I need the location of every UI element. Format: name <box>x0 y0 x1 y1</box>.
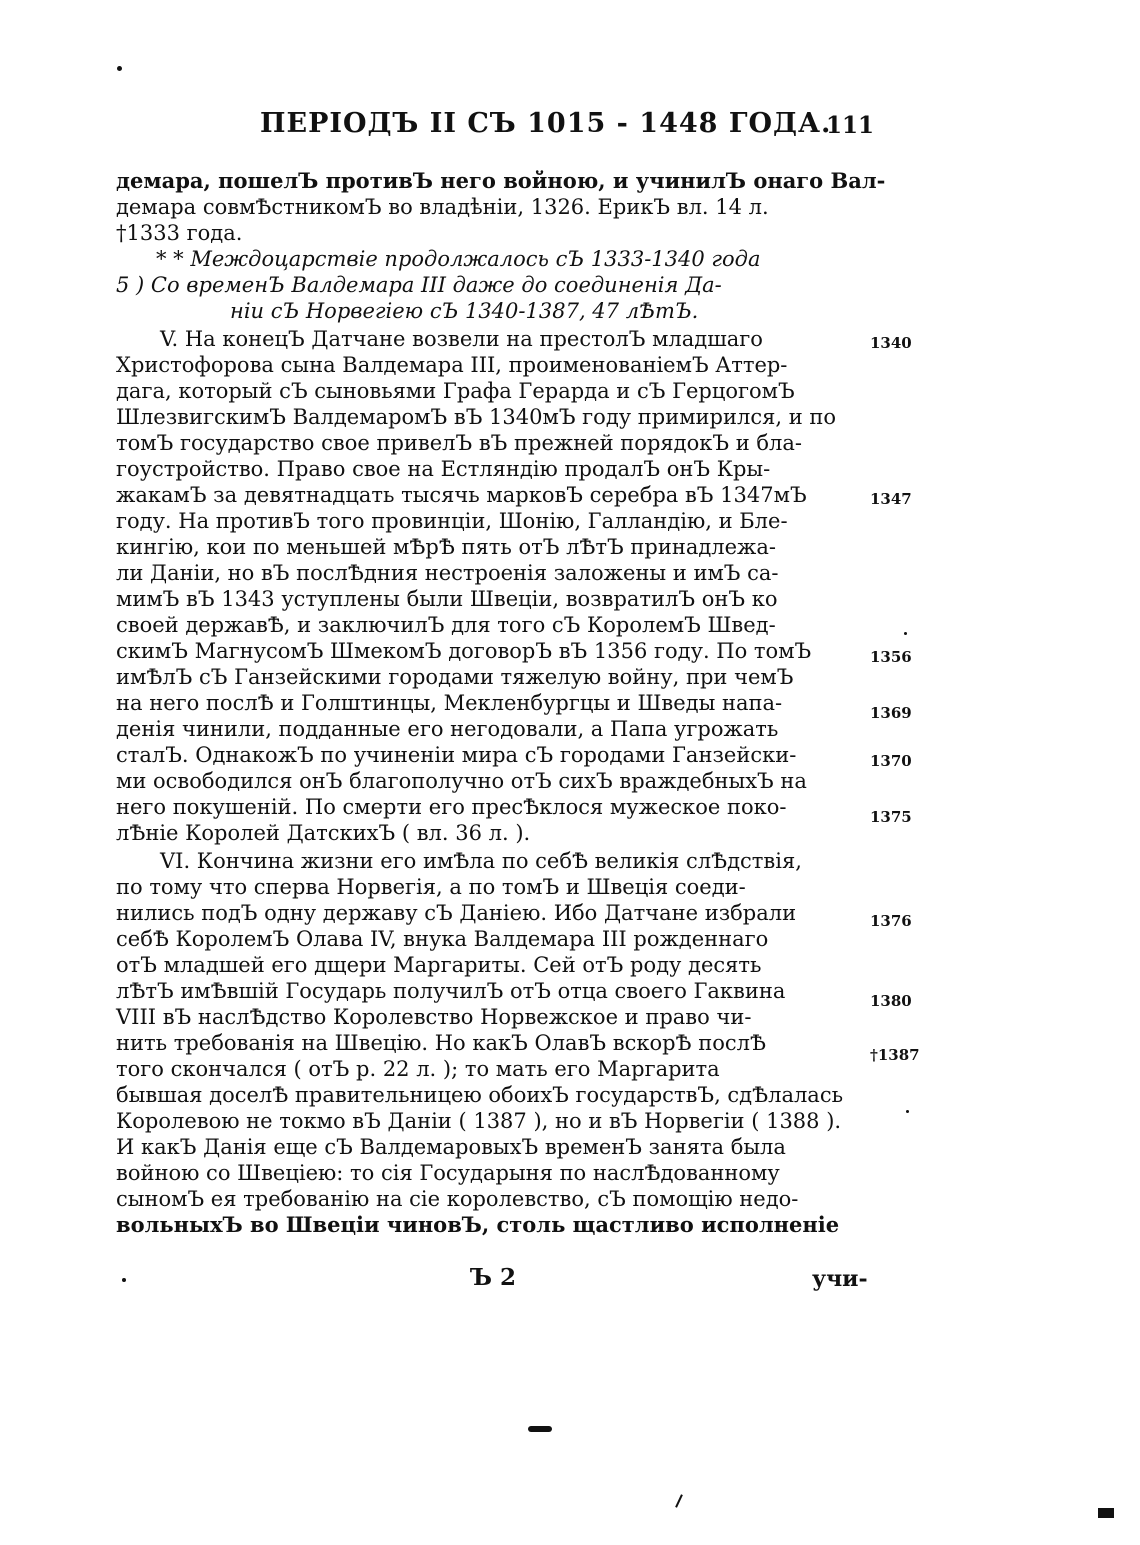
speck <box>906 1110 909 1113</box>
ink-blot <box>528 1426 552 1432</box>
text-line: демара совмѢстникомЪ во владѣніи, 1326. ЕрикЪ вл. 14 л. <box>116 195 769 219</box>
text-line: Королевою не токмо вЪ Даніи ( 1387 ), но и вЪ Норвегіи ( 1388 ). <box>116 1109 842 1133</box>
text-line: VIII вЪ наслѢдство Королевство Норвежское и право чи- <box>116 1005 752 1029</box>
margin-year: †1387 <box>870 1046 920 1064</box>
text-line: нились подЪ одну державу сЪ Даніею. Ибо Датчане избрали <box>116 901 797 925</box>
margin-year: 1347 <box>870 490 912 508</box>
text-line: мимЪ вЪ 1343 уступлены были Швеціи, возвратилЪ онЪ ко <box>116 587 778 611</box>
ink-speck <box>675 1494 683 1508</box>
margin-year: 1369 <box>870 704 912 722</box>
ink-blot <box>1098 1508 1114 1518</box>
text-line: него покушеній. По смерти его пресѢклося мужеское поко- <box>116 795 787 819</box>
text-line: по тому что сперва Норвегія, а по томЪ и Швеція соеди- <box>116 875 746 899</box>
text-line: денія чинили, подданные его негодовали, а Папа угрожать <box>116 717 779 741</box>
speck <box>122 1278 126 1282</box>
text-line: V. На конецЪ Датчане возвели на престолЪ младшаго <box>160 327 763 351</box>
text-line: лѢніе Королей ДатскихЪ ( вл. 36 л. ). <box>116 821 531 845</box>
text-line: гоустройство. Право свое на Естляндію продалЪ онЪ Кры- <box>116 457 771 481</box>
text-line: томЪ государство свое привелЪ вЪ прежней порядокЪ и бла- <box>116 431 802 455</box>
text-line: жакамЪ за девятнадцать тысячь марковЪ серебра вЪ 1347мЪ <box>116 483 807 507</box>
speck <box>117 66 122 71</box>
text-line: †1333 года. <box>116 221 243 245</box>
text-line: нить требованія на Швецію. Но какЪ ОлавЪ вскорѢ послѢ <box>116 1031 766 1055</box>
text-line: демара, пошелЪ противЪ него войною, и учинилЪ онаго Вал- <box>116 168 886 193</box>
margin-year: 1376 <box>870 912 912 930</box>
text-line: себѢ КоролемЪ Олава IV, внука Валдемара III рожденнаго <box>116 927 769 951</box>
speck <box>904 632 907 635</box>
section-heading: ніи сЪ Норвегіею сЪ 1340-1387, 47 лѢтЪ. <box>230 299 699 323</box>
text-line: на него послѢ и Голштинцы, Мекленбургцы и Шведы напа- <box>116 691 783 715</box>
page-number: 111 <box>826 112 875 139</box>
text-line: своей державѢ, и заключилЪ для того сЪ КоролемЪ Швед- <box>116 613 776 637</box>
text-line: скимЪ МагнусомЪ ШмекомЪ договорЪ вЪ 1356 году. По томЪ <box>116 639 812 663</box>
text-line: имѢлЪ сЪ Ганзейскими городами тяжелую войну, при чемЪ <box>116 665 794 689</box>
section-heading: 5 ) Со временЪ Валдемара III даже до соединенія Да- <box>116 273 722 297</box>
text-line: сталЪ. ОднакожЪ по учиненіи мира сЪ городами Ганзейски- <box>116 743 797 767</box>
catchword: учи- <box>812 1266 868 1292</box>
margin-year: 1375 <box>870 808 912 826</box>
text-line: ми освободился онЪ благополучно отЪ сихЪ враждебныхЪ на <box>116 769 807 793</box>
text-line: году. На противЪ того провинціи, Шонію, Галландію, и Бле- <box>116 509 788 533</box>
margin-year: 1356 <box>870 648 912 666</box>
margin-year: 1380 <box>870 992 912 1010</box>
text-line: * * Междоцарствіе продолжалось сЪ 1333-1340 года <box>156 247 761 271</box>
margin-year: 1370 <box>870 752 912 770</box>
running-title: ПЕРІОДЪ II СЪ 1015 - 1448 ГОДА. <box>260 108 832 139</box>
text-line: ли Даніи, но вЪ послѢдния нестроенія заложены и имЪ са- <box>116 561 779 585</box>
text-line: дага, который сЪ сыновьями Графа Герарда и сЪ ГерцогомЪ <box>116 379 795 403</box>
text-line: вольныхЪ во Швеціи чиновЪ, столь щастливо исполненіе <box>116 1212 840 1237</box>
signature-mark: Ъ 2 <box>470 1264 517 1291</box>
text-line: отЪ младшей его дщери Маргариты. Сей отЪ роду десять <box>116 953 762 977</box>
text-line: бывшая доселѢ правительницею обоихЪ государствЪ, сдѢлалась <box>116 1083 844 1107</box>
text-line: того скончался ( отЪ р. 22 л. ); то мать его Маргарита <box>116 1057 720 1081</box>
text-line: войною со Швеціею: то сія Государыня по наслѢдованному <box>116 1161 780 1185</box>
text-line: ШлезвигскимЪ ВалдемаромЪ вЪ 1340мЪ году примирился, и по <box>116 405 837 429</box>
text-line: И какЪ Данія еще сЪ ВалдемаровыхЪ временЪ занята была <box>116 1135 786 1159</box>
margin-year: 1340 <box>870 334 912 352</box>
text-line: Христофорова сына Валдемара III, проименованіемЪ Аттер- <box>116 353 788 377</box>
text-line: кингію, кои по меньшей мѢрѢ пять отЪ лѢтЪ принадлежа- <box>116 535 776 559</box>
text-line: лѢтЪ имѢвшій Государь получилЪ отЪ отца своего Гаквина <box>116 979 786 1003</box>
text-line: VI. Кончина жизни его имѢла по себѢ великія слѢдствія, <box>160 849 802 873</box>
text-line: сыномЪ ея требованію на сіе королевство, сЪ помощію недо- <box>116 1187 799 1211</box>
